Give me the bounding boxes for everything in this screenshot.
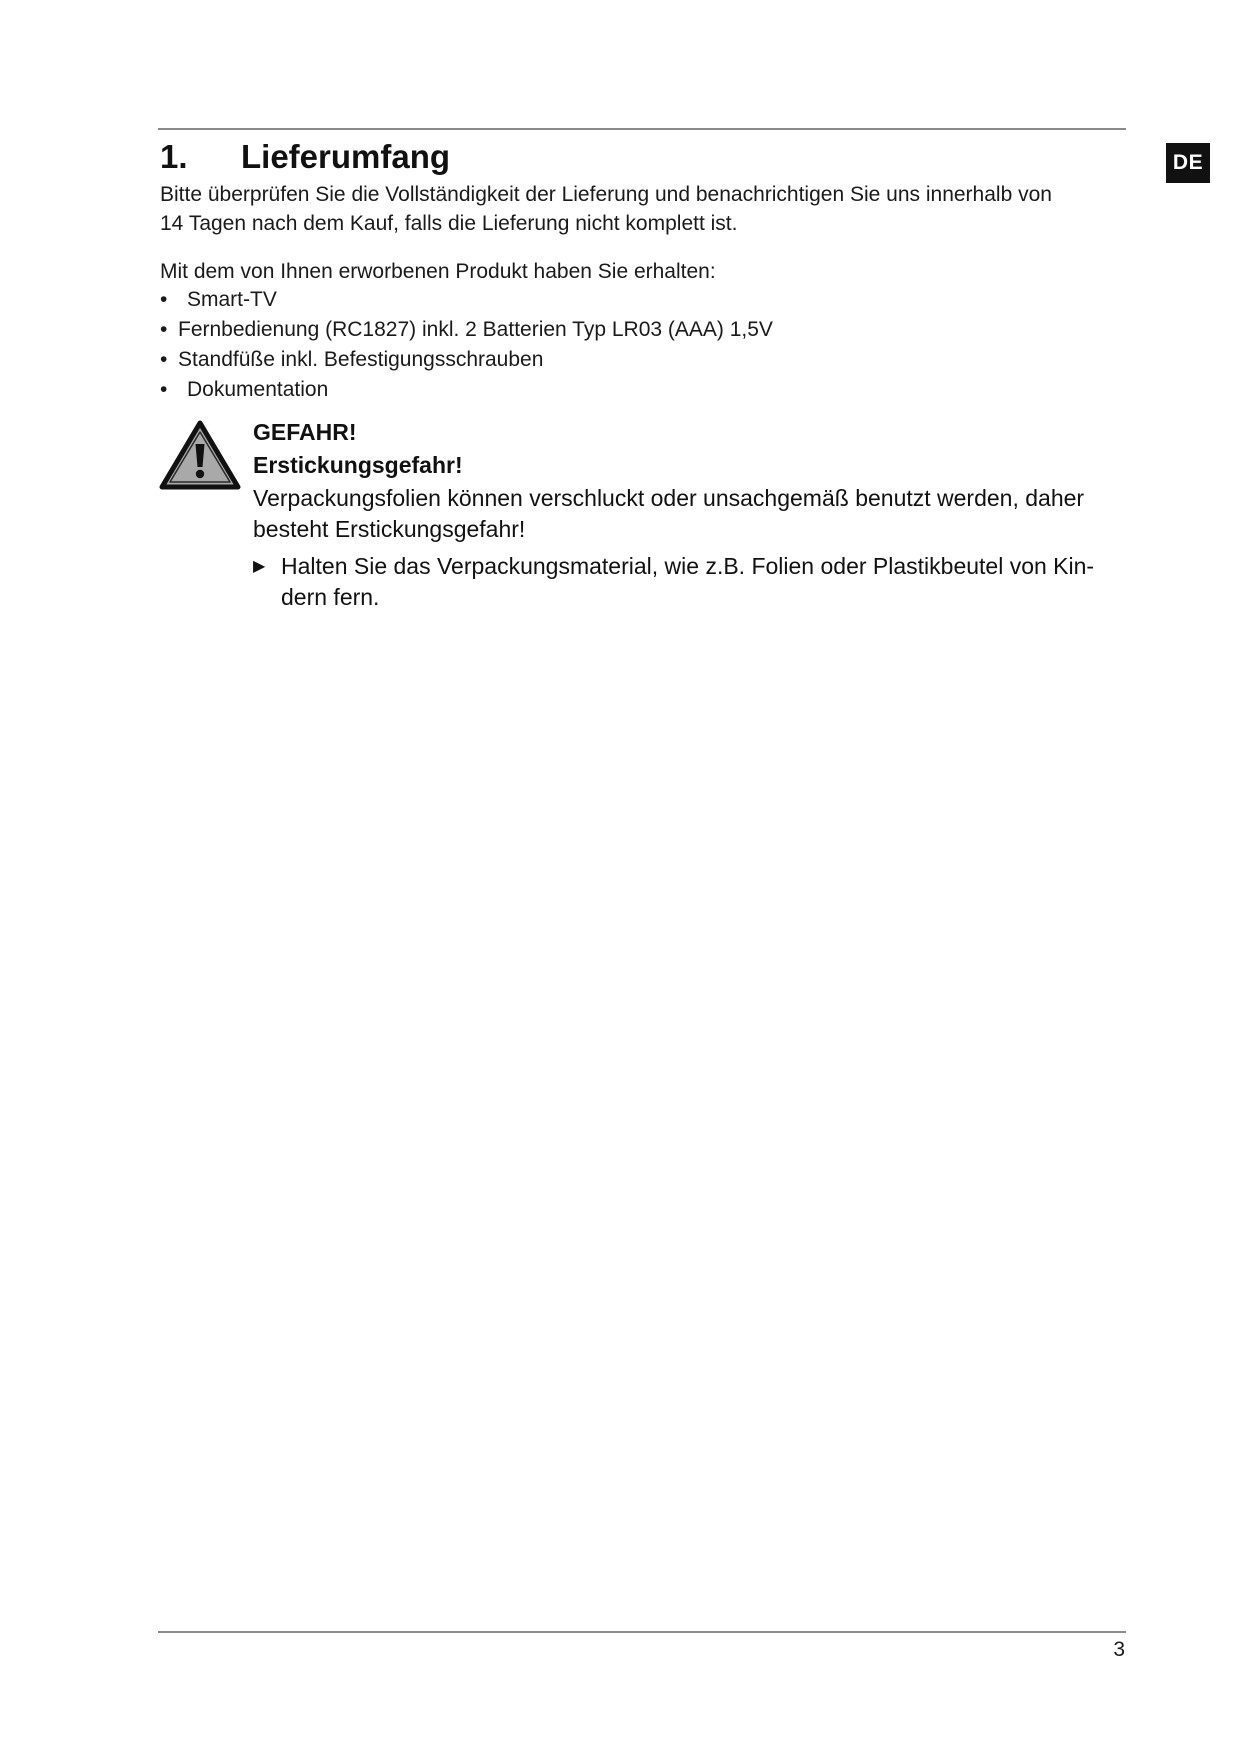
bullet-icon: • — [160, 288, 168, 311]
received-label: Mit dem von Ihnen erworbenen Produkt haben Sie erhalten: — [160, 260, 716, 283]
warning-description-line-2: besteht Erstickungsgefahr! — [253, 516, 526, 542]
intro-paragraph — [160, 180, 1120, 238]
delivery-list — [160, 285, 773, 405]
list-item — [160, 285, 773, 315]
list-item-text: Dokumentation — [187, 378, 329, 401]
intro-line-1: Bitte überprüfen Sie die Vollständigkeit der Lieferung und benachrichtigen Sie uns innerhalb von — [160, 183, 1052, 206]
bullet-icon: • — [160, 318, 168, 341]
warning-triangle-icon — [159, 420, 241, 490]
bullet-icon: • — [160, 348, 168, 371]
instruction-line-2: dern fern. — [281, 584, 380, 610]
warning-instruction — [253, 551, 1133, 613]
warning-block — [253, 416, 1133, 613]
list-item-text: Fernbedienung (RC1827) inkl. 2 Batterien Typ LR03 (AAA) 1,5V — [178, 318, 773, 341]
warning-hazard: Erstickungsgefahr! — [253, 452, 463, 478]
section-heading — [160, 134, 450, 180]
warning-description-line-1: Verpackungsfolien können verschluckt oder unsachgemäß benutzt werden, daher — [253, 485, 1085, 511]
section-title: Lieferumfang — [241, 138, 451, 175]
list-item — [160, 375, 773, 405]
instruction-line-1: Halten Sie das Verpackungsmaterial, wie z.B. Folien oder Plastikbeutel von Kin- — [281, 553, 1095, 579]
warning-signal-word: GEFAHR! — [253, 419, 357, 445]
list-item — [160, 345, 773, 375]
instruction-text — [281, 551, 1094, 613]
footer-rule — [158, 1631, 1126, 1633]
bullet-icon: • — [160, 378, 168, 401]
page-number: 3 — [1113, 1638, 1125, 1661]
intro-line-2: 14 Tagen nach dem Kauf, falls die Lieferung nicht komplett ist. — [160, 212, 738, 235]
instruction-arrow-icon: ▶ — [253, 558, 266, 575]
language-tab: DE — [1166, 143, 1210, 183]
warning-description — [253, 483, 1133, 545]
list-item-text: Standfüße inkl. Befestigungsschrauben — [178, 348, 544, 371]
list-item — [160, 315, 773, 345]
list-item-text: Smart-TV — [187, 288, 277, 311]
header-rule — [158, 128, 1126, 130]
section-number: 1. — [160, 138, 188, 175]
